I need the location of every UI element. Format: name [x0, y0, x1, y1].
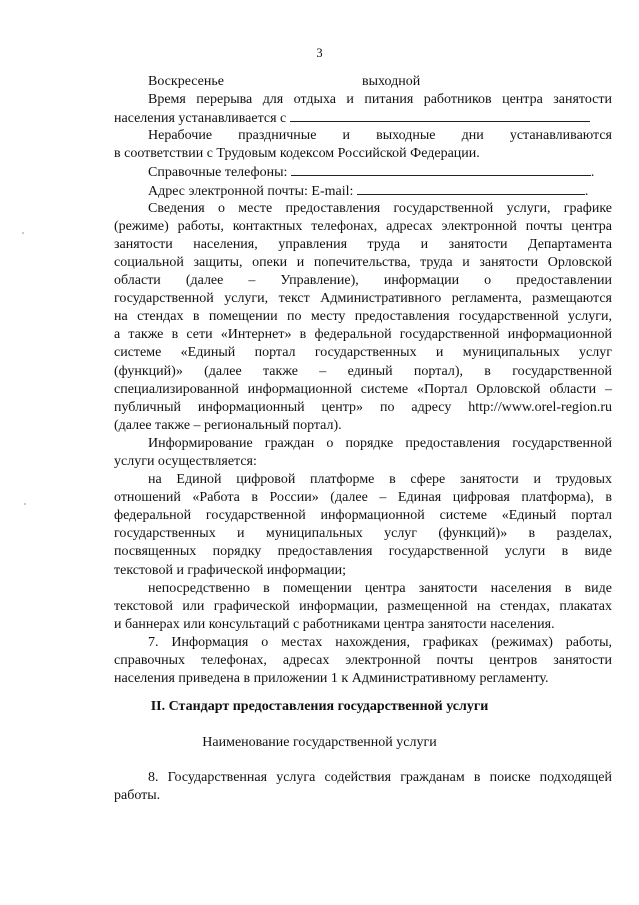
text-line: федеральной государственной информационной системе «Единый портал [114, 508, 612, 524]
text-line: социальной защиты, опеки и попечительства, труда и занятости Орловской [114, 254, 612, 270]
info-paragraph [114, 200, 612, 435]
text-line: 8. Государственная услуга содействия гражданам в поиске подходящей [148, 770, 612, 785]
text-line: специализированной информационной системе «Портал Орловской области – [114, 381, 612, 397]
section-heading: II. Стандарт предоставления государственной услуги [150, 699, 489, 714]
text-line: на Единой цифровой платформе в сфере занятости и трудовых [148, 472, 612, 488]
page-number: 3 [316, 46, 323, 60]
text-line: услуги осуществляется: [114, 453, 257, 469]
document-body [114, 73, 612, 688]
text-line: публичный информационный центр» по адресу http://www.orel-region.ru [114, 399, 612, 415]
email-blank [357, 182, 585, 195]
text-line: текстовой и графической информации; [114, 562, 347, 578]
scan-speck [24, 503, 26, 505]
text-line: справочных телефонах, адресах электронной почты центров занятости [114, 653, 612, 668]
inform-paragraph [114, 435, 612, 471]
holidays-line-1: Нерабочие праздничные и выходные дни устанавливаются [148, 128, 612, 144]
sub-heading: Наименование государственной услуги [202, 735, 437, 750]
text-line: Сведения о месте предоставления государственной услуги, графике [148, 200, 612, 216]
scan-speck [22, 232, 24, 234]
break-time-blank [290, 109, 590, 122]
direct-paragraph [114, 580, 612, 634]
schedule-day: Воскресенье [148, 74, 224, 89]
item-7-paragraph [114, 634, 612, 688]
break-time-line-1: Время перерыва для отдыха и питания работников центра занятости [148, 92, 612, 108]
text-line: непосредственно в помещении центра занятости населения в виде [148, 580, 612, 596]
text-line: области (далее – Управление), информации о предоставлении [114, 273, 612, 289]
holidays-line-2: в соответствии с Трудовым кодексом Российской Федерации. [114, 146, 480, 162]
text-line: населения приведена в приложении 1 к Административному регламенту. [114, 671, 549, 687]
email-line: Адрес электронной почты: E-mail: . [148, 183, 589, 199]
item-8-paragraph [114, 769, 612, 805]
break-time-line-2: населения устанавливается с [114, 109, 612, 127]
text-line: 7. Информация о местах нахождения, графиках (режимах) работы, [148, 634, 612, 650]
schedule-status: выходной [362, 74, 421, 89]
text-line: (режиме) работы, контактных телефонах, адресах электронной почты центра [114, 218, 612, 234]
text-line: работы. [114, 788, 161, 804]
text-line: системе «Единый портал государственных и муниципальных услуг [114, 345, 612, 361]
text-line: государственных и муниципальных услуг (функций)» в разделах, [114, 526, 612, 542]
text-line: (далее также – региональный портал). [114, 417, 342, 433]
text-line: посвященных порядку предоставления государственной услуги в виде [114, 544, 612, 560]
schedule-row [114, 73, 612, 91]
text-line: текстовой или графической информации, размещенной на стендах, плакатах [114, 598, 612, 614]
text-line: и баннерах или консультаций с работниками центра занятости населения. [114, 616, 555, 632]
phones-blank [291, 163, 591, 176]
text-line: Информирование граждан о порядке предоставления государственной [148, 435, 612, 451]
text-line: государственной услуги, текст Административного регламента, размещаются [114, 291, 612, 307]
phones-line: Справочные телефоны: . [148, 165, 595, 181]
platform-paragraph [114, 471, 612, 580]
text-line: а также в сети «Интернет» в федеральной государственной информационной [114, 327, 612, 343]
text-line: отношений «Работа в России» (далее – Единая цифровая платформа), в [114, 490, 612, 506]
text-line: (функций)» (далее также – единый портал), в государственной [114, 363, 612, 379]
text-line: на стендах в помещении по месту предоставления государственной услуги, [114, 309, 612, 325]
text-line: занятости населения, управления труда и занятости Департамента [114, 236, 612, 252]
